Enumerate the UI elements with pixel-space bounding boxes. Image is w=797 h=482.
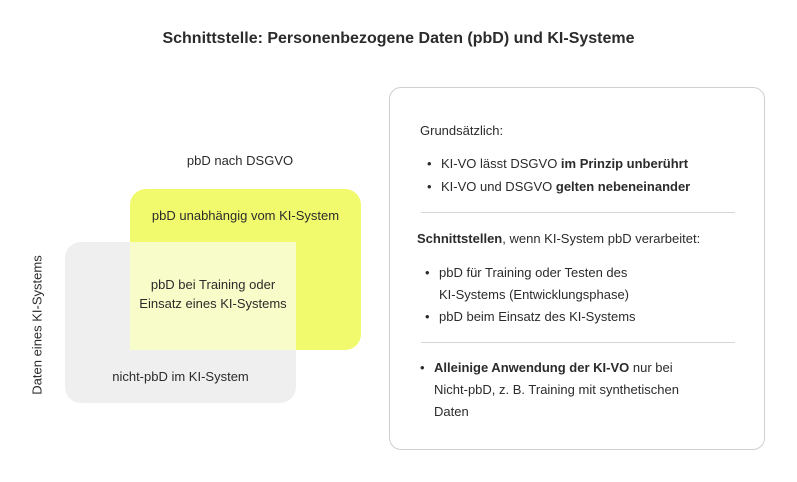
- section2-bullet2: • pbD beim Einsatz des KI-Systems: [425, 306, 636, 328]
- y-axis-label: Daten eines KI-Systems: [29, 255, 45, 395]
- divider-2: [421, 342, 735, 343]
- overlap-label-line1: pbD bei Training oder: [150, 277, 276, 292]
- section1-bullet2: • KI-VO und DSGVO gelten nebeneinander: [427, 176, 690, 198]
- overlap-label-line2: Einsatz eines KI-Systems: [139, 296, 287, 311]
- section3-bullet: • Alleinige Anwendung der KI-VO nur bei Nicht-pbD, z. B. Training mit synthetischen Daten: [420, 357, 679, 423]
- yellow-only-label: pbD unabhängig vom KI-System: [151, 208, 340, 223]
- divider-1: [421, 212, 735, 213]
- section2-heading: Schnittstellen, wenn KI-System pbD verarbeitet:: [417, 231, 701, 246]
- overlap-label: [130, 275, 296, 313]
- section2-bullet1: • pbD für Training oder Testen des KI-Systems (Entwicklungsphase): [425, 262, 629, 306]
- section1-heading: Grundsätzlich:: [420, 123, 504, 138]
- page-title: Schnittstelle: Personenbezogene Daten (pbD) und KI-Systeme: [162, 30, 635, 47]
- set-title: pbD nach DSGVO: [186, 153, 294, 168]
- section1-bullet1: • KI-VO lässt DSGVO im Prinzip unberührt: [427, 153, 688, 175]
- gray-only-label: nicht-pbD im KI-System: [112, 369, 249, 384]
